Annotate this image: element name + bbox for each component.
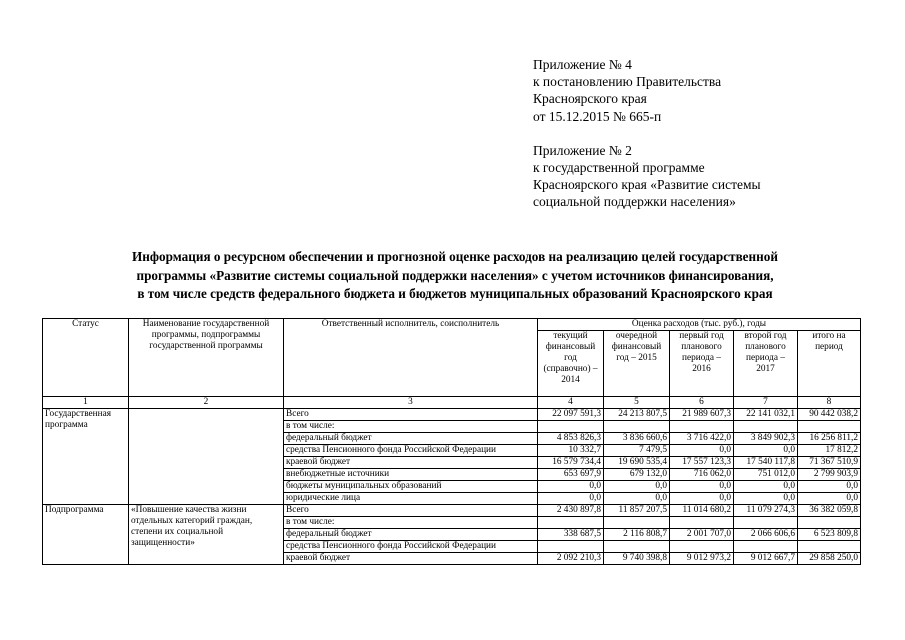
cell-value: 11 079 274,3 [734,505,798,517]
cell-value: 17 540 117,8 [734,457,798,469]
column-number: 3 [284,397,538,409]
cell-value [798,421,861,433]
header-name: Наименование государственной программы, подпрограммы государственной программы [129,319,284,397]
row-label: федеральный бюджет [284,433,538,445]
cell-value: 36 382 059,8 [798,505,861,517]
row-status: Государственная программа [43,409,129,505]
title-line: в том числе средств федерального бюджета и бюджетов муниципальных образований Красноярского края [137,286,773,301]
appendix-block [533,56,761,211]
appendix-4-line: от 15.12.2015 № 665-п [533,108,662,124]
cell-value: 24 213 807,5 [604,409,670,421]
header-executor: Ответственный исполнитель, соисполнитель [284,319,538,397]
appendix-2-line: к государственной программе [533,160,705,176]
cell-value [538,421,604,433]
cell-value: 2 001 707,0 [670,529,734,541]
cell-value [670,421,734,433]
table-row [43,505,861,517]
cell-value: 751 012,0 [734,469,798,481]
cell-value: 17 812,2 [798,445,861,457]
row-label: бюджеты муниципальных образований [284,481,538,493]
cell-value [670,541,734,553]
column-number: 2 [129,397,284,409]
cell-value: 0,0 [670,445,734,457]
cell-value: 3 836 660,6 [604,433,670,445]
appendix-4-line: к постановлению Правительства [533,74,722,90]
table-row [43,409,861,421]
header-estimate: Оценка расходов (тыс. руб.), годы [538,319,861,331]
cell-value: 71 367 510,9 [798,457,861,469]
title-line: программы «Развитие системы социальной поддержки населения» с учетом источников финансирования, [136,267,774,283]
cell-value: 2 799 903,9 [798,469,861,481]
row-label: средства Пенсионного фонда Российской Федерации [284,541,538,553]
cell-value [538,541,604,553]
cell-value: 22 097 591,3 [538,409,604,421]
cell-value: 29 858 250,0 [798,553,861,565]
row-label: средства Пенсионного фонда Российской Федерации [284,445,538,457]
header-year-2014: текущий финансовый год (справочно) – 2014 [538,331,604,397]
cell-value: 0,0 [604,481,670,493]
header-year-2017: второй год планового периода – 2017 [734,331,798,397]
header-year-2016: первый год планового периода – 2016 [670,331,734,397]
header-year-2015: очередной финансовый год – 2015 [604,331,670,397]
cell-value: 0,0 [798,481,861,493]
cell-value: 653 697,9 [538,469,604,481]
cell-value [734,421,798,433]
cell-value: 338 687,5 [538,529,604,541]
row-label: Всего [284,505,538,517]
row-status: Подпрограмма [43,505,129,565]
cell-value: 0,0 [538,481,604,493]
row-label: юридические лица [284,493,538,505]
cell-value: 3 716 422,0 [670,433,734,445]
title-line: Информация о ресурсном обеспечении и прогнозной оценке расходов на реализацию целей государственной [132,249,778,264]
appendix-2-line: социальной поддержки населения» [533,194,736,210]
cell-value: 0,0 [798,493,861,505]
cell-value: 2 066 606,6 [734,529,798,541]
cell-value: 2 430 897,8 [538,505,604,517]
cell-value: 0,0 [670,481,734,493]
cell-value: 0,0 [734,493,798,505]
row-program-name: «Повышение качества жизни отдельных категорий граждан, степени их социальной защищенности» [129,505,284,565]
row-label: в том числе: [284,517,538,529]
cell-value: 0,0 [604,493,670,505]
cell-value: 9 012 667,7 [734,553,798,565]
resource-table [42,318,861,565]
cell-value [734,517,798,529]
cell-value [604,541,670,553]
cell-value [798,517,861,529]
cell-value [538,517,604,529]
cell-value: 716 062,0 [670,469,734,481]
column-number: 5 [604,397,670,409]
cell-value: 9 740 398,8 [604,553,670,565]
row-label: Всего [284,409,538,421]
cell-value: 22 141 032,1 [734,409,798,421]
cell-value: 4 853 826,3 [538,433,604,445]
appendix-2-line: Приложение № 2 [533,142,632,158]
cell-value: 11 857 207,5 [604,505,670,517]
cell-value [604,517,670,529]
cell-value: 90 442 038,2 [798,409,861,421]
row-label: федеральный бюджет [284,529,538,541]
appendix-4-line: Приложение № 4 [533,57,632,72]
cell-value: 9 012 973,2 [670,553,734,565]
cell-value: 0,0 [670,493,734,505]
cell-value: 2 092 210,3 [538,553,604,565]
cell-value: 10 332,7 [538,445,604,457]
cell-value: 0,0 [734,445,798,457]
cell-value: 2 116 808,7 [604,529,670,541]
row-label: внебюджетные источники [284,469,538,481]
row-program-name [129,409,284,505]
column-number: 4 [538,397,604,409]
column-number: 8 [798,397,861,409]
cell-value: 0,0 [538,493,604,505]
header-status: Статус [43,319,129,397]
cell-value: 6 523 809,8 [798,529,861,541]
cell-value [670,517,734,529]
cell-value: 679 132,0 [604,469,670,481]
column-number: 6 [670,397,734,409]
cell-value [798,541,861,553]
appendix-2-line: Красноярского края «Развитие системы [533,177,761,193]
row-label: в том числе: [284,421,538,433]
cell-value: 7 479,5 [604,445,670,457]
column-number: 7 [734,397,798,409]
appendix-4-line: Красноярского края [533,91,647,107]
cell-value: 11 014 680,2 [670,505,734,517]
row-label: краевой бюджет [284,457,538,469]
cell-value: 21 989 607,3 [670,409,734,421]
cell-value: 3 849 902,3 [734,433,798,445]
cell-value: 19 690 535,4 [604,457,670,469]
cell-value: 16 579 734,4 [538,457,604,469]
cell-value [604,421,670,433]
row-label: краевой бюджет [284,553,538,565]
cell-value [734,541,798,553]
column-number: 1 [43,397,129,409]
document-title [40,248,870,304]
cell-value: 0,0 [734,481,798,493]
header-total: итого на период [798,331,861,397]
cell-value: 16 256 811,2 [798,433,861,445]
cell-value: 17 557 123,3 [670,457,734,469]
